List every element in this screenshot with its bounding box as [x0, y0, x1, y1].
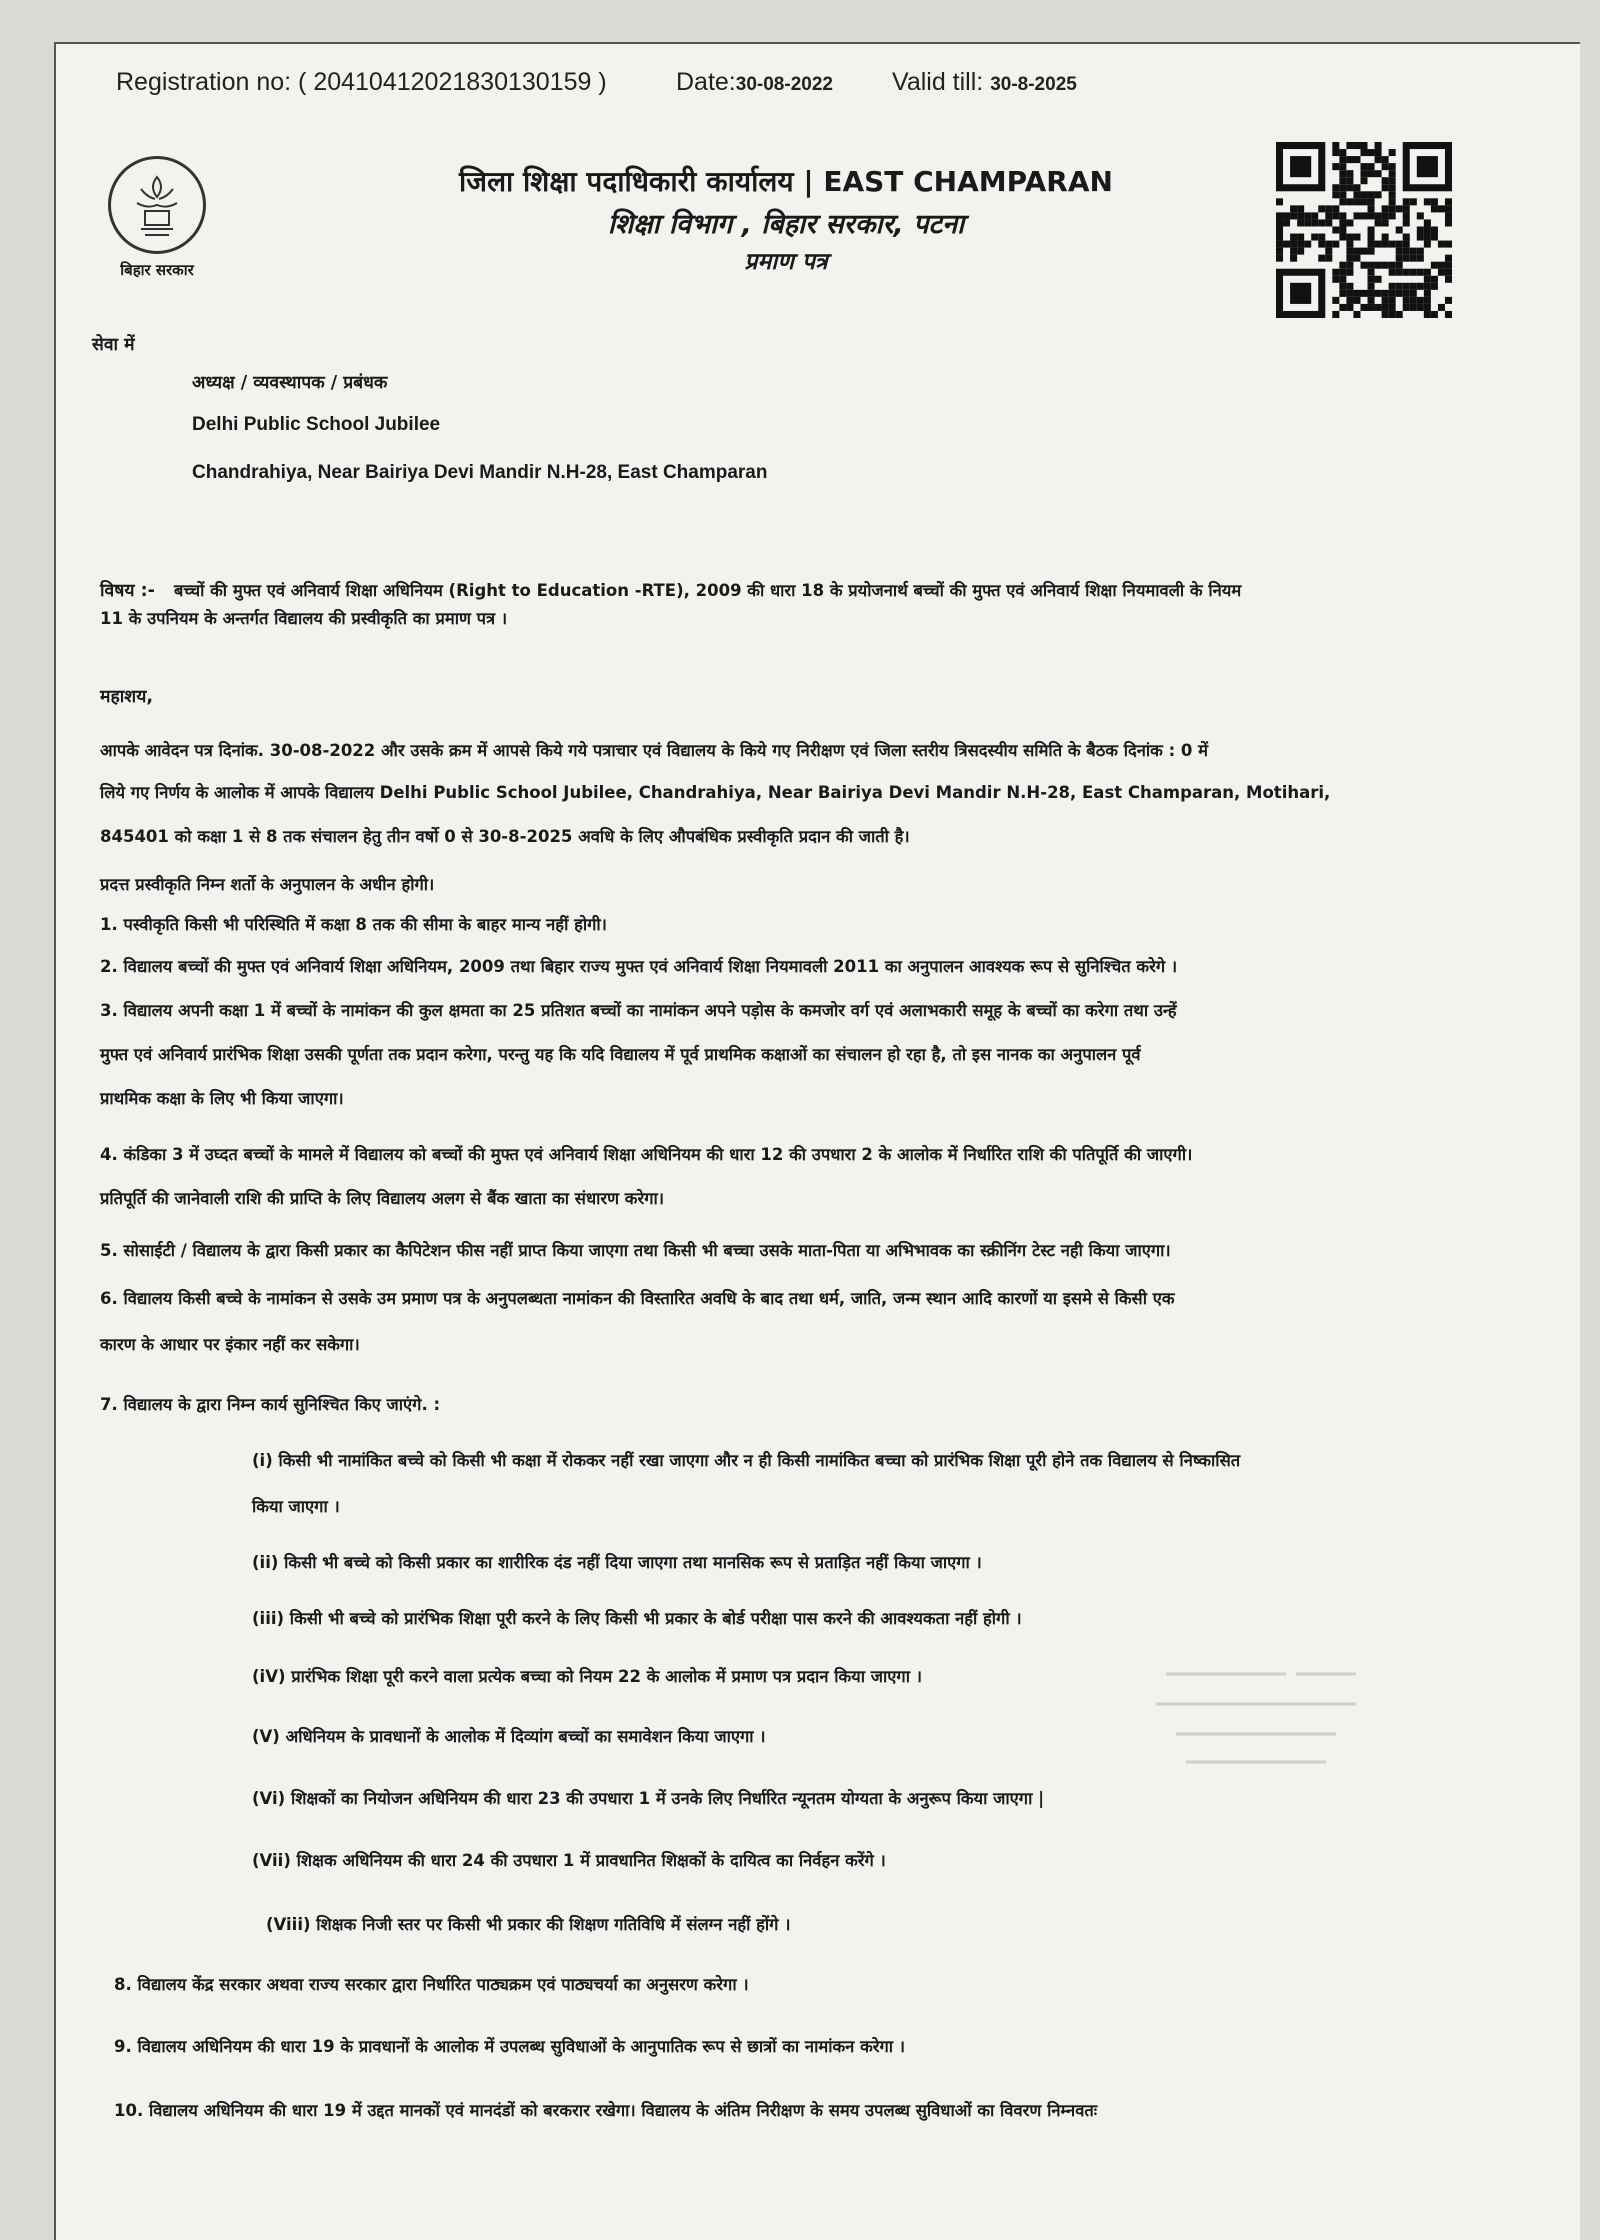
greeting: महाशय,	[100, 687, 153, 707]
subject-line-1: बच्चों की मुफ्त एवं अनिवार्य शिक्षा अधिनियम (Right to Education -RTE), 2009 की धारा 18 के प्रयोजनार्थ बच्चों की मुफ्त एवं अनिवार्य शिक्षा नियमावली के नियम	[174, 581, 1242, 600]
subject-label: विषय :-	[100, 581, 155, 601]
issue-date	[676, 68, 833, 97]
condition-7-vi: (Vi) शिक्षकों का नियोजन अधिनियम की धारा 23 की उपधारा 1 में उनके लिए निर्धारित न्यूनतम योग्यता के अनुरूप किया जाएगा |	[252, 1789, 1045, 1808]
condition-10: 10. विद्यालय अधिनियम की धारा 19 में उद्दत मानकों एवं मानदंडों को बरकरार रखेगा। विद्यालय के अंतिम निरीक्षण के समय उपलब्ध सुविधाओं का विवरण निम्नवतः	[114, 2101, 1098, 2120]
valid-label: Valid till:	[892, 68, 984, 96]
date-value: 30-08-2022	[735, 74, 833, 95]
department-title: शिक्षा विभाग , बिहार सरकार, पटना	[607, 209, 965, 240]
condition-4-line-2: प्रतिपूर्ति की जानेवाली राशि की प्राप्ति के लिए विद्यालय अलग से बैंक खाता का संधारण करेगा।	[100, 1189, 665, 1208]
registration-line	[116, 68, 1077, 97]
condition-7-iv: (iV) प्रारंभिक शिक्षा पूरी करने वाला प्रत्येक बच्चा को नियम 22 के आलोक में प्रमाण पत्र प्रदान किया जाएगा ।	[252, 1667, 922, 1686]
condition-7-i-line-2: किया जाएगा ।	[252, 1497, 340, 1516]
condition-7: 7. विद्यालय के द्वारा निम्न कार्य सुनिश्चित किए जाएंगे. :	[100, 1395, 441, 1414]
body-line-2: लिये गए निर्णय के आलोक में आपके विद्यालय Delhi Public School Jubilee, Chandrahiya, Near Bairiya Devi Mandir N.H-28, East Champaran, Motihari,	[100, 783, 1331, 802]
condition-7-i-line-1: (i) किसी भी नामांकित बच्चे को किसी भी कक्षा में रोककर नहीं रखा जाएगा और न ही किसी नामांकित बच्चा को प्रारंभिक शिक्षा पूरी होने तक विद्यालय से निष्कासित	[252, 1451, 1241, 1470]
condition-3-line-3: प्राथमिक कक्षा के लिए भी किया जाएगा।	[100, 1089, 344, 1108]
body-line-3: 845401 को कक्षा 1 से 8 तक संचालन हेतु तीन वर्षो 0 से 30-8-2025 अवधि के लिए औपबंधिक प्रस्वीकृति प्रदान की जाती है।	[100, 827, 910, 846]
condition-9: 9. विद्यालय अधिनियम की धारा 19 के प्रावधानों के आलोक में उपलब्ध सुविधाओं के आनुपातिक रूप से छात्रों का नामांकन करेगा ।	[114, 2037, 906, 2056]
salutation: सेवा में	[92, 335, 135, 355]
validity	[892, 68, 1077, 97]
registration-number: Registration no: ( 20410412021830130159 )	[116, 68, 607, 96]
faint-stamp-icon	[1146, 1644, 1446, 1784]
school-name: Delhi Public School Jubilee	[192, 414, 441, 435]
emblem-caption: बिहार सरकार	[120, 261, 194, 279]
date-label: Date:	[676, 68, 736, 96]
valid-value: 30-8-2025	[990, 74, 1077, 95]
bihar-emblem	[102, 156, 212, 286]
condition-3-line-1: 3. विद्यालय अपनी कक्षा 1 में बच्चों के नामांकन की कुल क्षमता का 25 प्रतिशत बच्चों का नामांकन अपने पड़ोस के कमजोर वर्ग एवं अलाभकारी समूह के बच्चों का करेगा तथा उन्हें	[100, 1001, 1177, 1020]
condition-1: 1. पस्वीकृति किसी भी परिस्थिति में कक्षा 8 तक की सीमा के बाहर मान्य नहीं होगी।	[100, 915, 607, 934]
emblem-seal-icon	[108, 156, 206, 254]
condition-7-vii: (Vii) शिक्षक अधिनियम की धारा 24 की उपधारा 1 में प्रावधानित शिक्षकों के दायित्व का निर्वहन करेंगे ।	[252, 1851, 886, 1870]
conditions-intro: प्रदत्त प्रस्वीकृति निम्न शर्तो के अनुपालन के अधीन होगी।	[100, 875, 435, 894]
condition-7-iii: (iii) किसी भी बच्चे को प्रारंभिक शिक्षा पूरी करने के लिए किसी भी प्रकार के बोर्ड परीक्षा पास करने की आवश्यकता नहीं होगी ।	[252, 1609, 1022, 1628]
condition-6-line-1: 6. विद्यालय किसी बच्चे के नामांकन से उसके उम प्रमाण पत्र के अनुपलब्धता नामांकन की विस्तारित अवधि के बाद तथा धर्म, जाति, जन्म स्थान आदि कारणों या इसमे से किसी एक	[100, 1289, 1175, 1308]
document-type: प्रमाण पत्र	[744, 249, 828, 275]
condition-7-viii: (Viii) शिक्षक निजी स्तर पर किसी भी प्रकार की शिक्षण गतिविधि में संलग्न नहीं होंगे ।	[266, 1915, 791, 1934]
condition-2: 2. विद्यालय बच्चों की मुफ्त एवं अनिवार्य शिक्षा अधिनियम, 2009 तथा बिहार राज्य मुफ्त एवं अनिवार्य शिक्षा नियमावली 2011 का अनुपालन आवश्यक रूप से सुनिश्चित करेगे ।	[100, 957, 1178, 976]
subject-line-2: 11 के उपनियम के अन्तर्गत विद्यालय की प्रस्वीकृति का प्रमाण पत्र ।	[100, 609, 508, 628]
certificate-page	[54, 42, 1580, 2240]
condition-7-v: (V) अधिनियम के प्रावधानों के आलोक में दिव्यांग बच्चों का समावेशन किया जाएगा ।	[252, 1727, 766, 1746]
office-title: जिला शिक्षा पदाधिकारी कार्यालय | EAST CHAMPARAN	[459, 165, 1113, 198]
condition-5: 5. सोसाईटी / विद्यालय के द्वारा किसी प्रकार का कैपिटेशन फीस नहीं प्राप्त किया जाएगा तथा किसी भी बच्चा उसके माता-पिता या अभिभावक का स्क्रीनिंग टेस्ट नही किया जाएगा।	[100, 1241, 1171, 1260]
qr-code-icon	[1276, 142, 1452, 318]
condition-8: 8. विद्यालय केंद्र सरकार अथवा राज्य सरकार द्वारा निर्धारित पाठ्यक्रम एवं पाठ्यचर्या का अनुसरण करेगा ।	[114, 1975, 749, 1994]
recipient-designation: अध्यक्ष / व्यवस्थापक / प्रबंधक	[192, 373, 388, 393]
school-address: Chandrahiya, Near Bairiya Devi Mandir N.H-28, East Champaran	[192, 462, 768, 483]
condition-3-line-2: मुफ्त एवं अनिवार्य प्रारंभिक शिक्षा उसकी पूर्णता तक प्रदान करेगा, परन्तु यह कि यदि विद्यालय में पूर्व प्राथमिक कक्षाओं का संचालन हो रहा है, तो इस नानक का अनुपालन पूर्व	[100, 1045, 1141, 1064]
condition-7-ii: (ii) किसी भी बच्चे को किसी प्रकार का शारीरिक दंड नहीं दिया जाएगा तथा मानसिक रूप से प्रताड़ित नहीं किया जाएगा ।	[252, 1553, 982, 1572]
condition-6-line-2: कारण के आधार पर इंकार नहीं कर सकेगा।	[100, 1335, 360, 1354]
condition-4-line-1: 4. कंडिका 3 में उघ्दत बच्चों के मामले में विद्यालय को बच्चों की मुफ्त एवं अनिवार्य शिक्षा अधिनियम की धारा 12 की उपधारा 2 के आलोक में निर्धारित राशि की पतिपूर्ति की जाएगी।	[100, 1145, 1193, 1164]
body-line-1: आपके आवेदन पत्र दिनांक. 30-08-2022 और उसके क्रम में आपसे किये गये पत्राचार एवं विद्यालय के किये गए निरीक्षण एवं जिला स्तरीय त्रिसदस्यीय समिति के बैठक दिनांक : 0 में	[100, 741, 1209, 760]
